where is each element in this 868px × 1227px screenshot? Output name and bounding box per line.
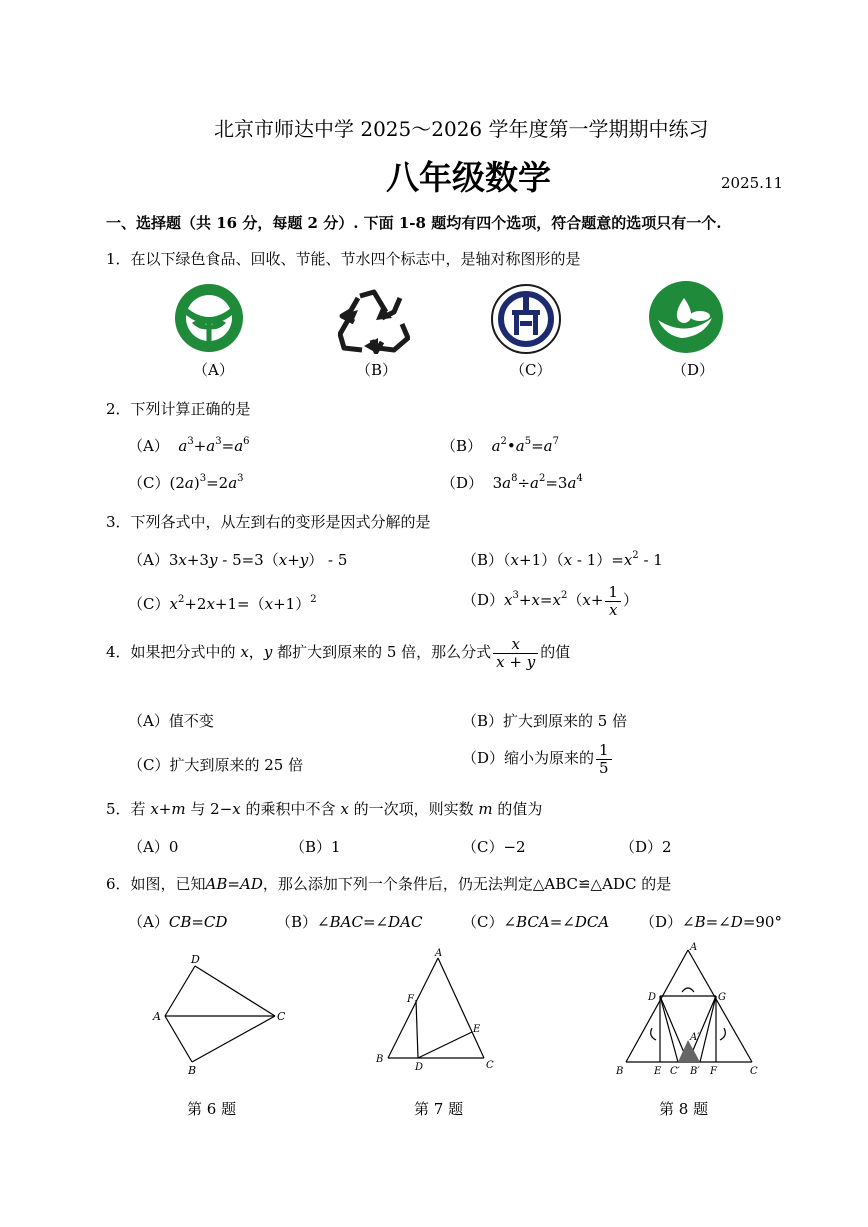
q5-option-d: （D）2	[620, 838, 672, 856]
q3-option-a: （A）3x+3y - 5=3（x+y） - 5	[128, 551, 348, 569]
q3-option-d: $(D)x^3+x=x^2(x+$ $\frac{1}{x}$ ）	[462, 583, 638, 619]
q6-option-a: （A）CB=CD	[128, 913, 228, 931]
fig8-label-f: F	[710, 1066, 717, 1077]
q5-option-b: （B）1	[290, 838, 341, 856]
q5-option-c: （C）−2	[462, 838, 526, 856]
q3-option-c: $(C)x^2+2x+1=(x+1)^2$	[128, 594, 317, 613]
q6-option-b: （B）∠BAC=∠DAC	[276, 913, 423, 931]
figure-7-caption: 第 7 题	[414, 1100, 464, 1118]
figure-8-caption: 第 8 题	[659, 1100, 709, 1118]
fig8-label-e: E	[654, 1066, 662, 1077]
fig8-label-b-prime: B′	[690, 1066, 700, 1077]
q4-option-b: （B）扩大到原来的 5 倍	[462, 712, 628, 730]
q2-stem: 2．下列计算正确的是	[106, 400, 251, 418]
fig8-label-a-prime: A′	[690, 1032, 700, 1043]
fig8-label-d: D	[648, 992, 657, 1003]
q1-option-d: （D）	[672, 361, 715, 379]
fig7-label-b: B	[376, 1054, 384, 1065]
fig6-label-d: D	[191, 953, 200, 966]
energy-saving-icon	[490, 283, 562, 355]
section-heading: 一、选择题（共 16 分，每题 2 分）. 下面 1-8 题均有四个选项，符合题意的选项只有一个.	[106, 214, 722, 232]
water-saving-icon	[648, 280, 724, 354]
figure-6-caption: 第 6 题	[187, 1100, 237, 1118]
q4-option-c: （C）扩大到原来的 25 倍	[128, 756, 304, 774]
exam-date: 2025.11	[721, 174, 784, 192]
q5-stem: 5．若 x+m 与 2−x 的乘积中不含 x 的一次项，则实数 m 的值为	[106, 800, 543, 818]
fig8-label-b: B	[616, 1066, 624, 1077]
recycle-icon	[338, 288, 410, 354]
q3-stem: 3．下列各式中，从左到右的变形是因式分解的是	[106, 513, 431, 531]
fig6-label-b: B	[188, 1064, 197, 1077]
figure-8-diagram	[612, 940, 772, 1080]
q5-option-a: （A）0	[128, 838, 179, 856]
q2-option-c: $(C)(2a)^3=2a^3$	[128, 473, 244, 492]
figure-6-diagram	[148, 948, 298, 1080]
fig8-label-g: G	[718, 992, 726, 1003]
q6-stem: 6．如图，已知AB=AD，那么添加下列一个条件后，仍无法判定△ABC≌△ADC 的是	[106, 875, 672, 893]
fig7-label-a: A	[435, 948, 443, 959]
fig7-label-f: F	[407, 994, 414, 1005]
q1-stem: 1．在以下绿色食品、回收、节能、节水四个标志中，是轴对称图形的是	[106, 250, 581, 268]
fig8-label-c: C	[750, 1066, 758, 1077]
q6-option-d: （D）∠B=∠D=90°	[640, 913, 782, 931]
q6-option-c: （C）∠BCA=∠DCA	[462, 913, 610, 931]
figure-7-diagram	[370, 946, 500, 1074]
fig8-label-a: A	[690, 942, 698, 953]
q3-option-b: $(B)(x+1)(x - 1)=x^2 - 1$	[462, 550, 663, 569]
fig8-label-c-prime: C′	[670, 1066, 680, 1077]
q4-stem: 4．如果把分式中的 x，y 都扩大到原来的 5 倍，那么分式 $\frac{x}{x + y}$ 的值	[106, 635, 571, 671]
green-food-icon	[174, 283, 244, 353]
fig6-label-a: A	[153, 1010, 161, 1023]
fig7-label-c: C	[486, 1060, 494, 1071]
fig6-label-c: C	[277, 1010, 286, 1023]
q1-option-a: （A）	[193, 361, 234, 379]
q1-option-b: （B）	[356, 361, 398, 379]
q2-option-b: （B） $a^2•a^5=a^7$	[441, 436, 559, 455]
q2-option-d: （D） $3a^8\div a^2=3a^4$	[441, 473, 583, 492]
school-title: 北京市师达中学 2025～2026 学年度第一学期期中练习	[214, 117, 709, 141]
fig7-label-d: D	[415, 1062, 424, 1073]
q1-option-c: （C）	[510, 361, 552, 379]
q4-option-a: （A）值不变	[128, 712, 214, 730]
q2-option-a: （A） $a^3+a^3=a^6$	[128, 436, 250, 455]
q4-option-d: （D）缩小为原来的 $\frac{1}{5}$	[462, 742, 614, 776]
fig7-label-e: E	[473, 1024, 481, 1035]
subject-title: 八年级数学	[386, 158, 551, 197]
